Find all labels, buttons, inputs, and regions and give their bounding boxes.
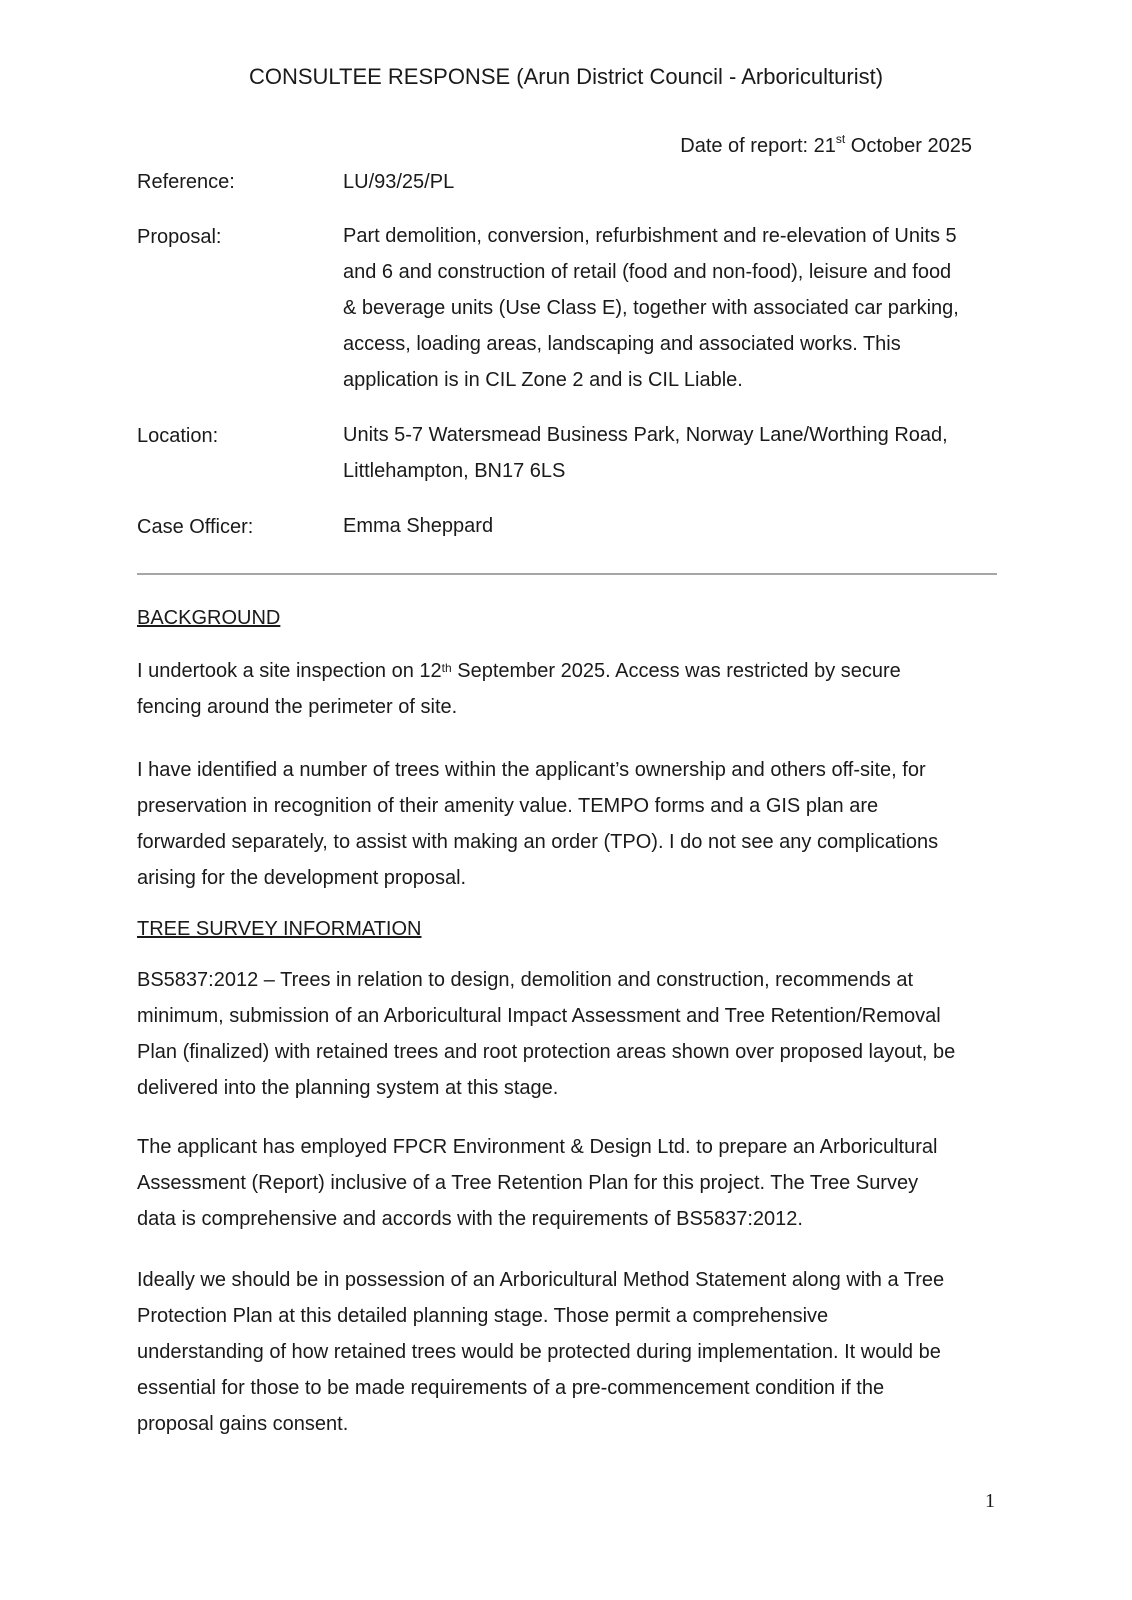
case-officer-label: Case Officer:: [137, 516, 254, 538]
tree-survey-paragraph-2: [137, 1129, 1007, 1237]
section-divider: [137, 573, 997, 575]
paragraph-line: I have identified a number of trees within the applicant’s ownership and others off-site, for: [137, 759, 926, 781]
paragraph-line: understanding of how retained trees would be protected during implementation. It would be: [137, 1341, 941, 1363]
paragraph-line: delivered into the planning system at this stage.: [137, 1077, 559, 1099]
proposal-line: and 6 and construction of retail (food and non-food), leisure and food: [343, 261, 952, 283]
paragraph-line: proposal gains consent.: [137, 1413, 349, 1435]
location-value: [343, 417, 1003, 489]
page-number: 1: [985, 1490, 995, 1512]
paragraph-line: data is comprehensive and accords with the requirements of BS5837:2012.: [137, 1208, 803, 1230]
background-paragraph-2: [137, 752, 1007, 896]
tree-survey-paragraph-1: [137, 962, 1007, 1106]
inspection-date-ordinal: th: [441, 661, 452, 675]
inspection-text-prefix: I undertook a site inspection on 12: [137, 660, 442, 682]
report-date-suffix: October 2025: [845, 135, 972, 157]
paragraph-line: minimum, submission of an Arboricultural Impact Assessment and Tree Retention/Removal: [137, 1005, 941, 1027]
paragraph-line: Assessment (Report) inclusive of a Tree Retention Plan for this project. The Tree Survey: [137, 1172, 919, 1194]
document-title: CONSULTEE RESPONSE (Arun District Council - Arboriculturist): [248, 64, 884, 89]
case-officer-value: Emma Sheppard: [343, 515, 494, 537]
proposal-line: application is in CIL Zone 2 and is CIL Liable.: [343, 369, 743, 391]
report-date-ordinal: st: [835, 132, 846, 146]
proposal-line: & beverage units (Use Class E), together with associated car parking,: [343, 297, 959, 319]
paragraph-line: preservation in recognition of their amenity value. TEMPO forms and a GIS plan are: [137, 795, 879, 817]
paragraph-line: forwarded separately, to assist with making an order (TPO). I do not see any complications: [137, 831, 939, 853]
proposal-label: Proposal:: [137, 226, 222, 248]
paragraph-line: essential for those to be made requirements of a pre-commencement condition if the: [137, 1377, 885, 1399]
paragraph-line: [137, 653, 1007, 689]
proposal-line: access, loading areas, landscaping and associated works. This: [343, 333, 901, 355]
tree-survey-paragraph-3: [137, 1262, 1007, 1442]
paragraph-line: The applicant has employed FPCR Environment & Design Ltd. to prepare an Arboricultural: [137, 1136, 938, 1158]
report-date: [680, 132, 972, 158]
paragraph-line: Ideally we should be in possession of an Arboricultural Method Statement along with a Tree: [137, 1269, 945, 1291]
inspection-text-suffix: September 2025. Access was restricted by secure: [451, 660, 901, 682]
paragraph-line: fencing around the perimeter of site.: [137, 696, 458, 718]
location-line: Units 5-7 Watersmead Business Park, Norway Lane/Worthing Road,: [343, 424, 948, 446]
tree-survey-heading: TREE SURVEY INFORMATION: [137, 918, 422, 940]
location-line: Littlehampton, BN17 6LS: [343, 460, 566, 482]
report-date-prefix: Date of report: 21: [680, 135, 836, 157]
proposal-value: [343, 218, 1003, 398]
paragraph-line: arising for the development proposal.: [137, 867, 467, 889]
paragraph-line: Plan (finalized) with retained trees and root protection areas shown over proposed layout, be: [137, 1041, 956, 1063]
background-paragraph-1: [137, 653, 1007, 725]
paragraph-line: BS5837:2012 – Trees in relation to design, demolition and construction, recommends at: [137, 969, 914, 991]
paragraph-line: Protection Plan at this detailed planning stage. Those permit a comprehensive: [137, 1305, 829, 1327]
reference-value: LU/93/25/PL: [343, 171, 455, 193]
proposal-line: Part demolition, conversion, refurbishment and re-elevation of Units 5: [343, 225, 957, 247]
reference-label: Reference:: [137, 171, 235, 193]
background-heading: BACKGROUND: [137, 607, 281, 629]
location-label: Location:: [137, 425, 219, 447]
